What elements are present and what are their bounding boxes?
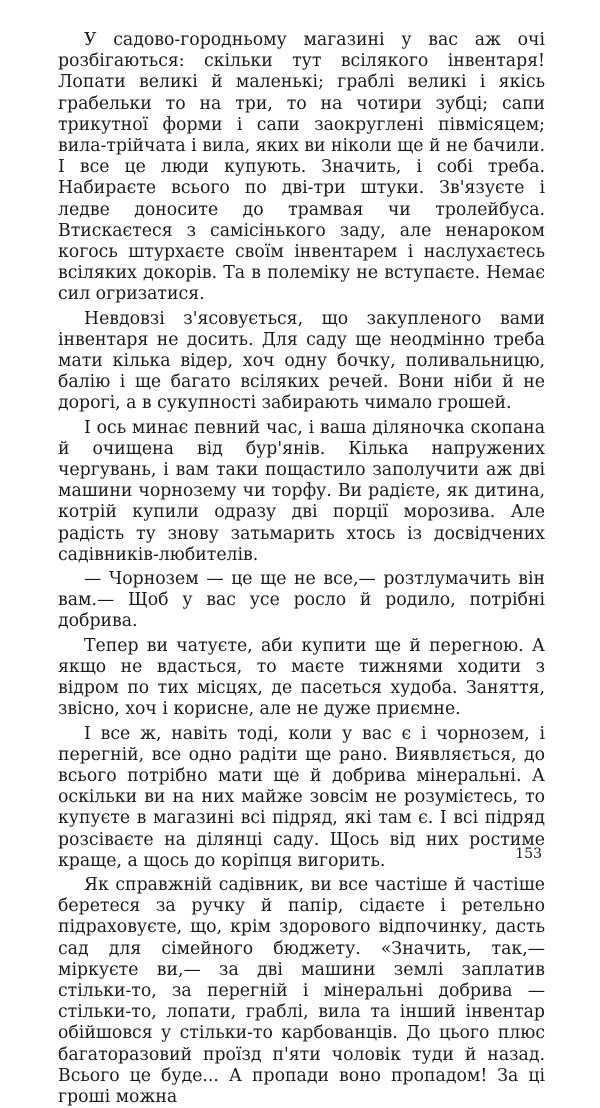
paragraph-2: Невдовзі з'ясовується, що закупленого вами інвентаря не досить. Для саду ще неодмінно треба мати кілька відер, хоч одну бочку, поливальницю, балію і ще багато всіляких речей. Вони ніби й не дорогі, а в сукупності забирають чимало грошей.: [58, 308, 545, 414]
page-number: 153: [515, 846, 542, 862]
paragraph-7: Як справжній садівник, ви все частіше й частіше беретеся за ручку й папір, сідаєте і ретельно підраховуєте, що, крім здорового відпочинку, дасть сад для сімейного бюджету. «Значить, так,— міркуєте ви,— за дві машини землі заплатив стільки-то, за перегній і мінеральні добрива — стільки-то, лопати, граблі, вила та інший інвентар обійшовся у стільки-то карбованців. До цього плюс багаторазовий проїзд п'яти чоловік туди й назад. Всього це буде... А пропади воно пропадом! За ці гроші можна: [58, 874, 545, 1107]
paragraph-6: І все ж, навіть тоді, коли у вас є і чорнозем, і перегній, все одно радіти ще рано. Виявляється, до всього потрібно мати ще й добрива мінеральні. А оскільки ви на них майже зовсім не розумієтесь, то купуєте в магазині всі підряд, які там є. І всі підряд розсіваєте на ділянці саду. Щось від них ростиме краще, а щось до коріпця вигорить.: [58, 723, 545, 871]
paragraph-5: Тепер ви чатуєте, аби купити ще й перегною. А якщо не вдасться, то маєте тижнями ходити з відром по тих місцях, де пасеться худоба. Заняття, звісно, хоч і корисне, але не дуже приємне.: [58, 635, 545, 720]
page-text-body: [58, 30, 545, 1108]
paragraph-3: І ось минає певний час, і ваша діляночка скопана й очищена від бур'янів. Кілька напружених чергувань, і вам таки пощастило заполучити аж дві машини чорнозему чи торфу. Ви радієте, як дитина, котрій купили одразу дві порції морозива. Але радість ту знову затьмарить хтось із досвідчених садівників-любителів.: [58, 417, 545, 565]
paragraph-4: — Чорнозем — це ще не все,— розтлумачить він вам.— Щоб у вас усе росло й родило, потрібні добрива.: [58, 569, 545, 632]
paragraph-1: У садово-городньому магазині у вас аж очі розбігаються: скільки тут всілякого інвентаря! Лопати великі й маленькі; граблі великі і якісь грабельки то на три, то на чотири зубці; сапи трикутної форми і сапи заокруглені півмісяцем; вила-трійчата і вила, яких ви ніколи ще й не бачили. І все це люди купують. Значить, і собі треба. Набираєте всього по дві-три штуки. Зв'язуєте і ледве доносите до трамвая чи тролейбуса. Втискаєтеся з самісінького заду, але ненароком когось штурхаєте своїм інвентарем і наслухаєтесь всіляких докорів. Та в полеміку не вступаєте. Немає сил огризатися.: [58, 30, 545, 305]
